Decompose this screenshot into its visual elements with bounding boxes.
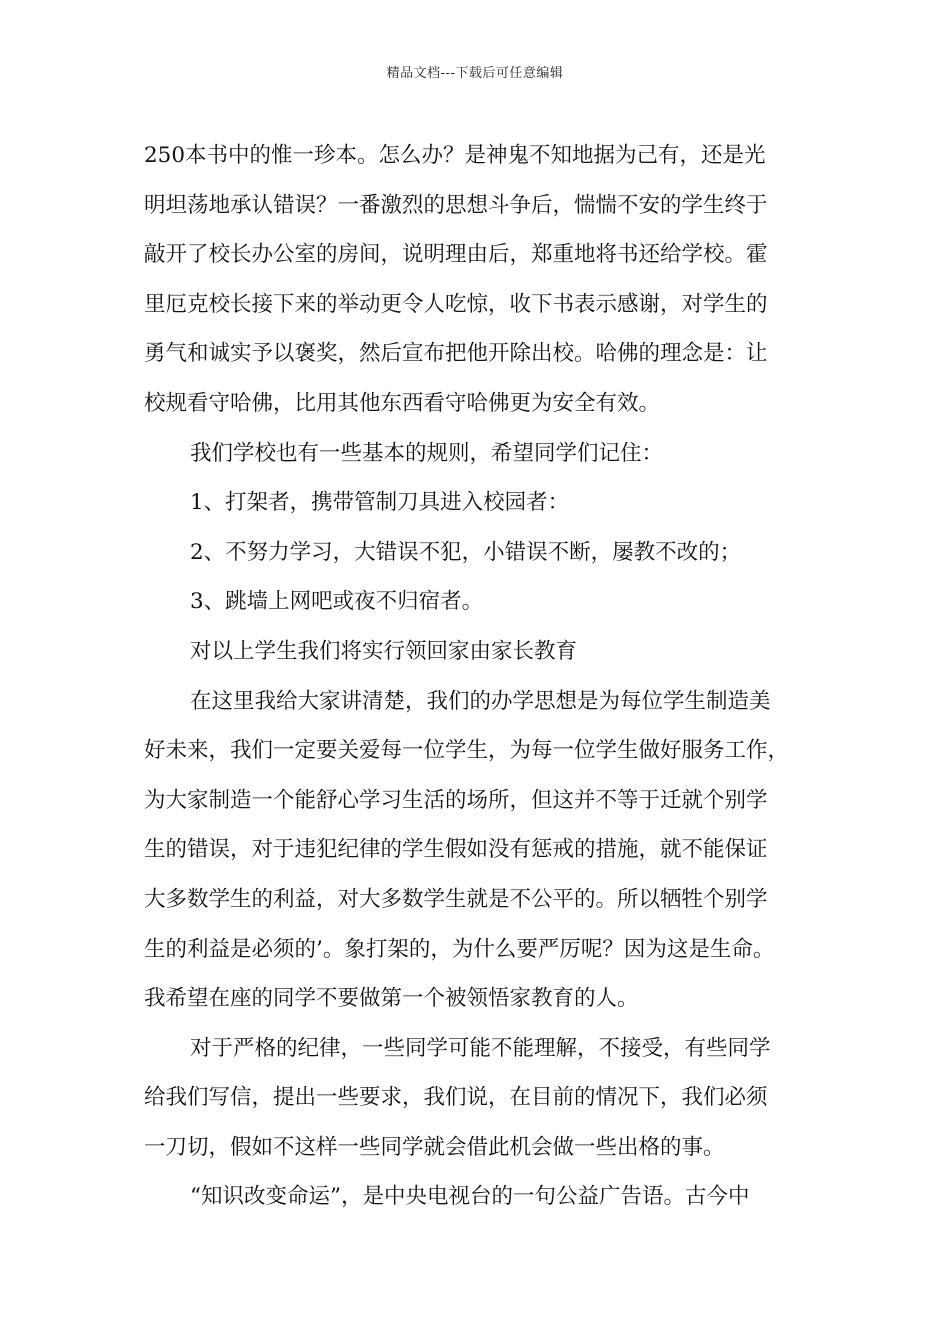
- body-line: 我希望在座的同学不要做第一个被领悟家教育的人。: [144, 986, 639, 1012]
- body-line: 好未来，我们一定要关爱每一位学生，为每一位学生做好服务工作，: [144, 738, 790, 764]
- paragraph-start: 在这里我给大家讲清楚，我们的办学思想是为每位学生制造美: [190, 688, 771, 714]
- body-line: 生的利益是必须的’。象打架的，为什么要严厉呢？因为这是生命。: [144, 936, 775, 962]
- body-line: 明坦荡地承认错误？一番激烈的思想斗争后，惴惴不安的学生终于: [144, 192, 768, 218]
- body-line: 为大家制造一个能舒心学习生活的场所，但这并不等于迁就个别学: [144, 787, 768, 813]
- body-line: 敲开了校长办公室的房间，说明理由后，郑重地将书还给学校。霍: [144, 242, 768, 268]
- paragraph-start: “知识改变命运”，是中央电视台的一句公益广告语。古今中: [190, 1184, 750, 1210]
- paragraph-start: 对于严格的纪律，一些同学可能不能理解，不接受，有些同学: [190, 1035, 771, 1061]
- body-line: 一刀切，假如不这样一些同学就会借此机会做一些出格的事。: [144, 1134, 725, 1160]
- body-line: 给我们写信，提出一些要求，我们说，在目前的情况下，我们必须: [144, 1085, 768, 1111]
- paragraph-start: 对以上学生我们将实行领回家由家长教育: [190, 638, 578, 664]
- page-header: 精品文档---下载后可任意编辑: [386, 66, 564, 81]
- body-line: 250本书中的惟一珍本。怎么办？是神鬼不知地据为己有，还是光: [144, 143, 766, 168]
- body-line: 生的错误，对于违犯纪律的学生假如没有惩戒的措施，就不能保证: [144, 837, 768, 863]
- body-line: 大多数学生的利益，对大多数学生就是不公平的。所以牺牲个别学: [144, 886, 768, 912]
- rule-item-2: 2、不努力学习，大错误不犯，小错误不断，屡教不改的；: [190, 539, 742, 565]
- body-line: 里厄克校长接下来的举动更令人吃惊，收下书表示感谢，对学生的: [144, 291, 768, 317]
- rule-item-1: 1、打架者，携带管制刀具进入校园者：: [190, 490, 570, 516]
- rule-item-3: 3、跳墙上网吧或夜不归宿者。: [190, 589, 484, 615]
- paragraph-start: 我们学校也有一些基本的规则，希望同学们记住：: [190, 440, 664, 466]
- body-line: 校规看守哈佛，比用其他东西看守哈佛更为安全有效。: [144, 390, 661, 416]
- document-body: [144, 131, 824, 1222]
- body-line: 勇气和诚实予以褒奖，然后宣布把他开除出校。哈佛的理念是：让: [144, 341, 768, 367]
